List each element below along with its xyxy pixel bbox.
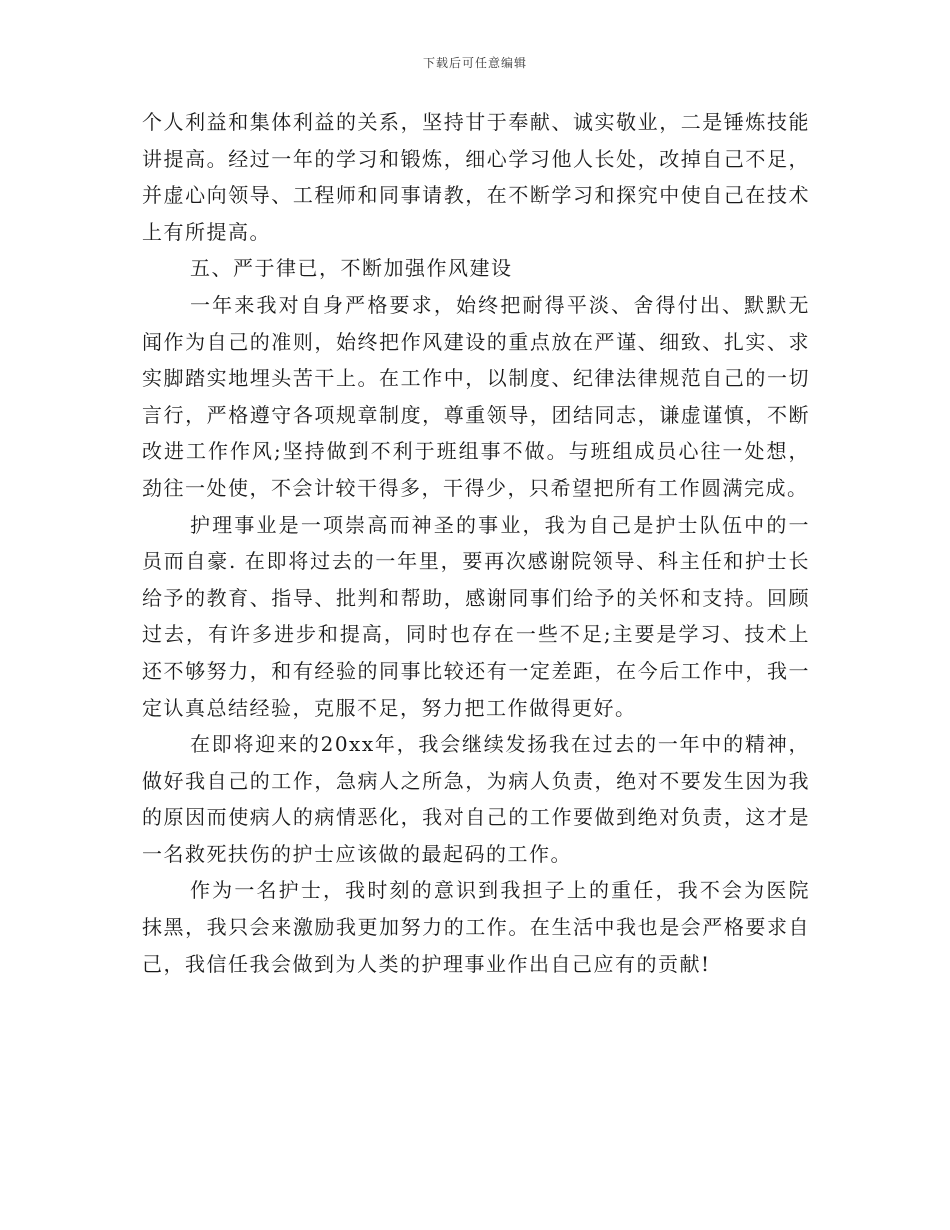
paragraph-2: 一年来我对自身严格要求，始终把耐得平淡、舍得付出、默默无闻作为自己的准则，始终把作风建设的重点放在严谨、细致、扎实、求实脚踏实地埋头苦干上。在工作中，以制度、纪律法律规范自己的一切言行，严格遵守各项规章制度，尊重领导，团结同志，谦虚谨慎，不断改进工作作风;坚持做到不利于班组事不做。与班组成员心往一处想，劲往一处使，不会计较干得多，干得少，只希望把所有工作圆满完成。	[142, 292, 810, 500]
paragraph-1: 个人利益和集体利益的关系，坚持甘于奉献、诚实敬业，二是锤炼技能讲提高。经过一年的学习和锻炼，细心学习他人长处，改掉自己不足，并虚心向领导、工程师和同事请教，在不断学习和探究中使自己在技术上有所提高。	[142, 110, 810, 244]
document-body	[142, 104, 810, 982]
paragraph-5: 作为一名护士，我时刻的意识到我担子上的重任，我不会为医院抹黑，我只会来激励我更加努力的工作。在生活中我也是会严格要求自己，我信任我会做到为人类的护理事业作出自己应有的贡献!	[142, 878, 810, 976]
paragraph-4: 在即将迎来的20xx年，我会继续发扬我在过去的一年中的精神，做好我自己的工作，急病人之所急，为病人负责，绝对不要发生因为我的原因而使病人的病情恶化，我对自己的工作要做到绝对负责，这才是一名救死扶伤的护士应该做的最起码的工作。	[142, 732, 810, 866]
section-heading-5: 五、严于律已，不断加强作风建设	[190, 256, 513, 281]
page-header: 下载后可任意编辑	[422, 56, 527, 70]
paragraph-3: 护理事业是一项崇高而神圣的事业，我为自己是护士队伍中的一员而自豪. 在即将过去的一年里，要再次感谢院领导、科主任和护士长给予的教育、指导、批判和帮助，感谢同事们给予的关怀和支持。回顾过去，有许多进步和提高，同时也存在一些不足;主要是学习、技术上还不够努力，和有经验的同事比较还有一定差距，在今后工作中，我一定认真总结经验，克服不足，努力把工作做得更好。	[142, 512, 810, 720]
